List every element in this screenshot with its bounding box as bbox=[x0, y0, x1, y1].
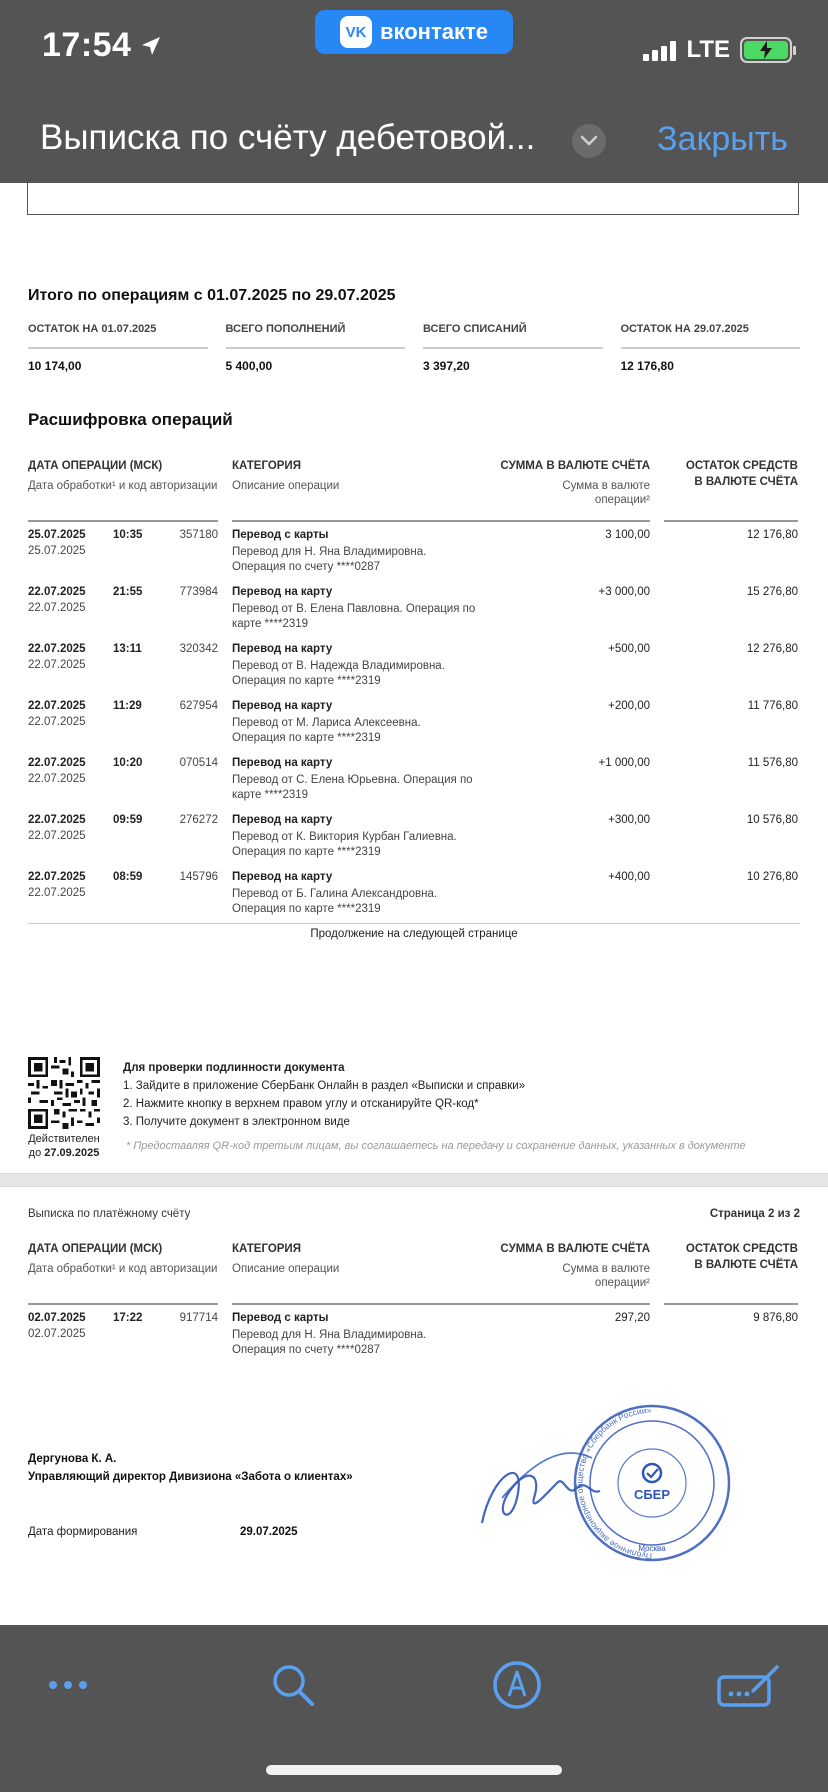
page-separator bbox=[0, 1173, 828, 1187]
status-indicators bbox=[643, 36, 792, 64]
summary-col: ОСТАТОК НА 29.07.2025 12 176,80 bbox=[621, 323, 801, 373]
formation-date-label: Дата формирования bbox=[28, 1526, 138, 1538]
document-page bbox=[0, 183, 828, 1625]
page-number: Страница 2 из 2 bbox=[709, 1208, 800, 1220]
document-title: Выписка по счёту дебетовой... bbox=[40, 118, 536, 157]
verification-instructions: Для проверки подлинности документа 1. Зайдите в приложение СберБанк Онлайн в раздел «Выписки и справки» 2. Нажмите кнопку в верхнем правом углу и отсканируйте QR-код* 3. Получите документ в электронном виде bbox=[123, 1062, 526, 1128]
summary-table bbox=[28, 323, 800, 373]
previous-section-box bbox=[27, 183, 799, 215]
summary-col: ВСЕГО ПОПОЛНЕНИЙ 5 400,00 bbox=[226, 323, 406, 373]
summary-col: ВСЕГО СПИСАНИЙ 3 397,20 bbox=[423, 323, 603, 373]
summary-title: Итого по операциям с 01.07.2025 по 29.07.2025 bbox=[28, 287, 396, 304]
vk-app-badge[interactable]: VK вконтакте bbox=[315, 10, 513, 54]
signal-icon bbox=[643, 39, 676, 61]
battery-icon bbox=[740, 37, 792, 63]
svg-text:Публичное акционерное общество: Публичное акционерное общество «Сбербанк России» bbox=[574, 1404, 653, 1562]
page2-label: Выписка по платёжному счёту bbox=[28, 1208, 191, 1220]
signature-icon[interactable] bbox=[716, 1657, 782, 1713]
table-row: 25.07.2025 25.07.2025 10:35 357180 Перевод с карты Перевод для Н. Яна Владимировна. Операция по счету ****0287 3 100,00 12 176,80 bbox=[28, 529, 798, 573]
top-bar bbox=[0, 0, 828, 183]
continue-note: Продолжение на следующей странице bbox=[310, 928, 518, 940]
table-row: 22.07.2025 22.07.2025 09:59 276272 Перевод на карту Перевод от К. Виктория Курбан Галиевна. Операция по карте ****2319 +300,00 10 576,80 bbox=[28, 814, 798, 858]
vk-logo-icon: VK bbox=[340, 16, 372, 48]
summary-col: ОСТАТОК НА 01.07.2025 10 174,00 bbox=[28, 323, 208, 373]
operations-title: Расшифровка операций bbox=[28, 410, 233, 429]
table-row: 22.07.2025 22.07.2025 08:59 145796 Перевод на карту Перевод от Б. Галина Александровна. Операция по карте ****2319 +400,00 10 276,80 bbox=[28, 871, 798, 915]
qr-code-icon bbox=[28, 1057, 100, 1129]
title-menu-chevron-icon[interactable] bbox=[572, 124, 606, 158]
svg-text:СБЕР: СБЕР bbox=[633, 1487, 671, 1502]
table-row: 22.07.2025 22.07.2025 11:29 627954 Перевод на карту Перевод от М. Лариса Алексеевна. Операция по карте ****2319 +200,00 11 776,80 bbox=[28, 700, 798, 744]
home-indicator[interactable] bbox=[266, 1765, 562, 1775]
search-icon[interactable] bbox=[265, 1657, 321, 1713]
close-button[interactable]: Закрыть bbox=[657, 120, 788, 158]
table-row: 22.07.2025 22.07.2025 10:20 070514 Перевод на карту Перевод от С. Елена Юрьевна. Операция по карте ****2319 +1 000,00 11 576,80 bbox=[28, 757, 798, 801]
more-icon[interactable] bbox=[40, 1657, 96, 1713]
charging-bolt-icon bbox=[759, 41, 773, 59]
formation-date: 29.07.2025 bbox=[240, 1526, 298, 1538]
table-end-line bbox=[28, 923, 800, 924]
location-arrow-icon bbox=[139, 34, 163, 58]
table-row: 22.07.2025 22.07.2025 13:11 320342 Перевод на карту Перевод от В. Надежда Владимировна. Операция по карте ****2319 +500,00 12 276,80 bbox=[28, 643, 798, 687]
signatory: Дергунова К. А. Управляющий директор Дивизиона «Забота о клиентах» bbox=[28, 1453, 353, 1483]
table-header: ДАТА ОПЕРАЦИИ (МСК) Дата обработки¹ и код авторизации КАТЕГОРИЯ Описание операции СУММА В ВАЛЮТЕ СЧЁТА Сумма в валюте операции² ОСТАТОК СРЕДСТВ В ВАЛЮТЕ СЧЁТА bbox=[28, 1243, 800, 1303]
table-row: 22.07.2025 22.07.2025 21:55 773984 Перевод на карту Перевод от В. Елена Павловна. Операция по карте ****2319 +3 000,00 15 276,80 bbox=[28, 586, 798, 630]
table-row: 02.07.2025 02.07.2025 17:22 917714 Перевод с карты Перевод для Н. Яна Владимировна. Операция по счету ****0287 297,20 9 876,80 bbox=[28, 1312, 798, 1356]
status-time: 17:54 bbox=[42, 26, 163, 65]
table-header: ДАТА ОПЕРАЦИИ (МСК) Дата обработки¹ и код авторизации КАТЕГОРИЯ Описание операции СУММА В ВАЛЮТЕ СЧЁТА Сумма в валюте операции² ОСТАТОК СРЕДСТВ В ВАЛЮТЕ СЧЁТА bbox=[28, 460, 800, 520]
validity-note: Действителен до 27.09.2025 bbox=[28, 1133, 100, 1159]
markup-icon[interactable] bbox=[489, 1657, 545, 1713]
qr-disclaimer: * Предоставляя QR-код третьим лицам, вы соглашаетесь на передачу и сохранение данных, указанных в документе bbox=[126, 1140, 746, 1152]
stamp-signature-icon bbox=[472, 1403, 742, 1563]
network-label: LTE bbox=[686, 36, 730, 63]
svg-text:Москва: Москва bbox=[638, 1544, 666, 1553]
